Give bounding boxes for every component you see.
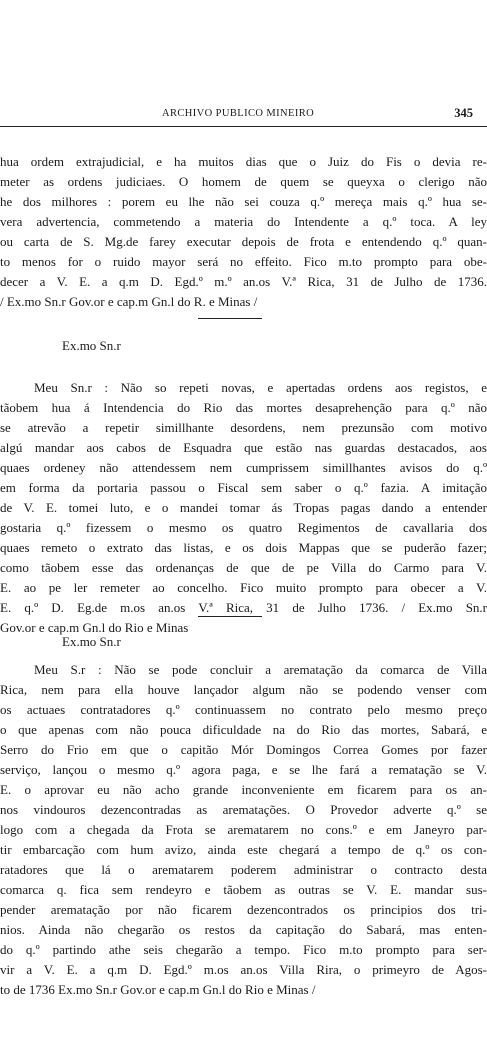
letter-3-line-6: serviço, lançou o mesmo q.º agora paga, e se lhe fará a rematação se V. bbox=[0, 762, 487, 777]
letter-2-line-3: se atrevão a repetir simillhante desordens, nem prezunsão com motivo bbox=[0, 420, 487, 435]
letter-2-line-5: quaes ordeney não attendessem nem cumprissem simillhantes avisos do q.º bbox=[0, 460, 487, 475]
letter-3-line-8: nos vindouros dezencontradas as arematações. O Provedor adverte q.º se bbox=[0, 802, 487, 817]
letter-2-line-12: E. q.º D. Eg.de m.os an.os V.ª Rica, 31 de Julho 1736. / Ex.mo Sn.r bbox=[0, 600, 487, 615]
letter-1-line-3: he dos milhores : porem eu lhe não sei couza q.º mereça mais q.º hua se- bbox=[0, 194, 487, 209]
running-title: ARCHIVO PUBLICO MINEIRO bbox=[162, 108, 315, 119]
page-header bbox=[0, 104, 487, 124]
letter-2-line-4: algú mandar aos cabos de Esquadra que estão nas guardas destacados, aos bbox=[0, 440, 487, 455]
letter-2-line-7: de V. E. tomei luto, e o mandei tomar ás Tropas pagas dando a entender bbox=[0, 500, 487, 515]
letter-1-line-6: to menos for o ruido mayor será no effeito. Fico m.to prompto para obe- bbox=[0, 254, 487, 269]
letter-1-line-1: hua ordem extrajudicial, e ha muitos dias que o Juiz do Fis o devia re- bbox=[0, 154, 487, 169]
letter-2-salutation: Ex.mo Sn.r bbox=[62, 338, 121, 353]
letter-1-line-7: decer a V. E. a q.m D. Egd.º m.º an.os V.ª Rica, 31 de Julho de 1736. bbox=[0, 274, 487, 289]
header-rule bbox=[0, 126, 487, 127]
letter-2-line-2: tãobem hua á Intendencia do Rio das mortes desaprehenção para q.º não bbox=[0, 400, 487, 415]
letter-3-line-12: comarca q. fica sem rendeyro e tãobem as outras se V. E. mandar sus- bbox=[0, 882, 487, 897]
letter-3-salutation: Ex.mo Sn.r bbox=[62, 634, 121, 649]
letter-1-line-8: / Ex.mo Sn.r Gov.or e cap.m Gn.l do R. e Minas / bbox=[0, 294, 258, 309]
letter-3-line-2: Rica, nem para ella houve lançador algum não se podendo venser com bbox=[0, 682, 487, 697]
letter-3-line-4: o que apenas com não pouca dificuldade na do Rio das mortes, Sabará, e bbox=[0, 722, 487, 737]
letter-1-line-2: meter as ordens judiciaes. O homem de quem se queyxa o clerigo não bbox=[0, 174, 487, 189]
letter-2-line-8: gostaria q.º fizessem o mesmo os quatro Regimentos de cavallaria dos bbox=[0, 520, 487, 535]
letter-2-line-10: como tãobem esse das ordenanças de que de pe Villa do Carmo para V. bbox=[0, 560, 487, 575]
letter-1-line-5: ou carta de S. Mg.de farey executar depois de frota e entendendo q.º quan- bbox=[0, 234, 487, 249]
letter-2-line-13: Gov.or e cap.m Gn.l do Rio e Minas bbox=[0, 620, 189, 635]
page-number: 345 bbox=[454, 106, 473, 120]
letter-3-line-1: Meu S.r : Não se pode concluir a arematação da comarca de Villa bbox=[34, 662, 487, 677]
letter-3-line-17: to de 1736 Ex.mo Sn.r Gov.or e cap.m Gn.l do Rio e Minas / bbox=[0, 982, 316, 997]
letter-3-line-10: tir embarcação com hum avizo, ainda este chegará a tempo de q.º os con- bbox=[0, 842, 487, 857]
letter-1-line-4: vera advertencia, commetendo a materia do Intendente a q.º toca. A ley bbox=[0, 214, 487, 229]
section-separator bbox=[198, 318, 262, 319]
letter-3-line-5: Serro do Frio em que o capitão Mór Domingos Correa Gomes por fazer bbox=[0, 742, 487, 757]
letter-3-line-15: do q.º partindo athe seis chegarão a tempo. Fico m.to prompto para ser- bbox=[0, 942, 487, 957]
section-separator bbox=[198, 616, 262, 617]
letter-3-line-13: pender arematação por não ficarem dezencontrados os principios dos tri- bbox=[0, 902, 487, 917]
letter-3-line-14: nios. Ainda não chegarão os restos da capitação do Sabará, mas enten- bbox=[0, 922, 487, 937]
letter-2-line-6: em forma da portaria passou o Fiscal sem saber o q.º fazia. A imitação bbox=[0, 480, 487, 495]
letter-2-line-11: E. ao pe ler remeter ao concelho. Fico muito prompto para obecer a V. bbox=[0, 580, 487, 595]
letter-3-line-9: logo com a chegada da Frota se arematarem no cons.º e em Janeyro par- bbox=[0, 822, 487, 837]
letter-3-line-16: vir a V. E. a q.m D. Egd.º m.os an.os Villa Rira, o primeyro de Agos- bbox=[0, 962, 487, 977]
letter-2-line-9: quaes remeto o extrato das listas, e os dois Mappas que se puderão fazer; bbox=[0, 540, 487, 555]
letter-3-line-11: ratadores que lá o arematarem poderem administrar o contracto desta bbox=[0, 862, 487, 877]
letter-3-line-7: E. o aprovar eu não acho grande inconveniente em ficarem para os an- bbox=[0, 782, 487, 797]
letter-2-line-1: Meu Sn.r : Não so repeti novas, e apertadas ordens aos registos, e bbox=[34, 380, 487, 395]
letter-3-line-3: os actuaes contratadores q.º continuassem no contrato pelo mesmo preço bbox=[0, 702, 487, 717]
